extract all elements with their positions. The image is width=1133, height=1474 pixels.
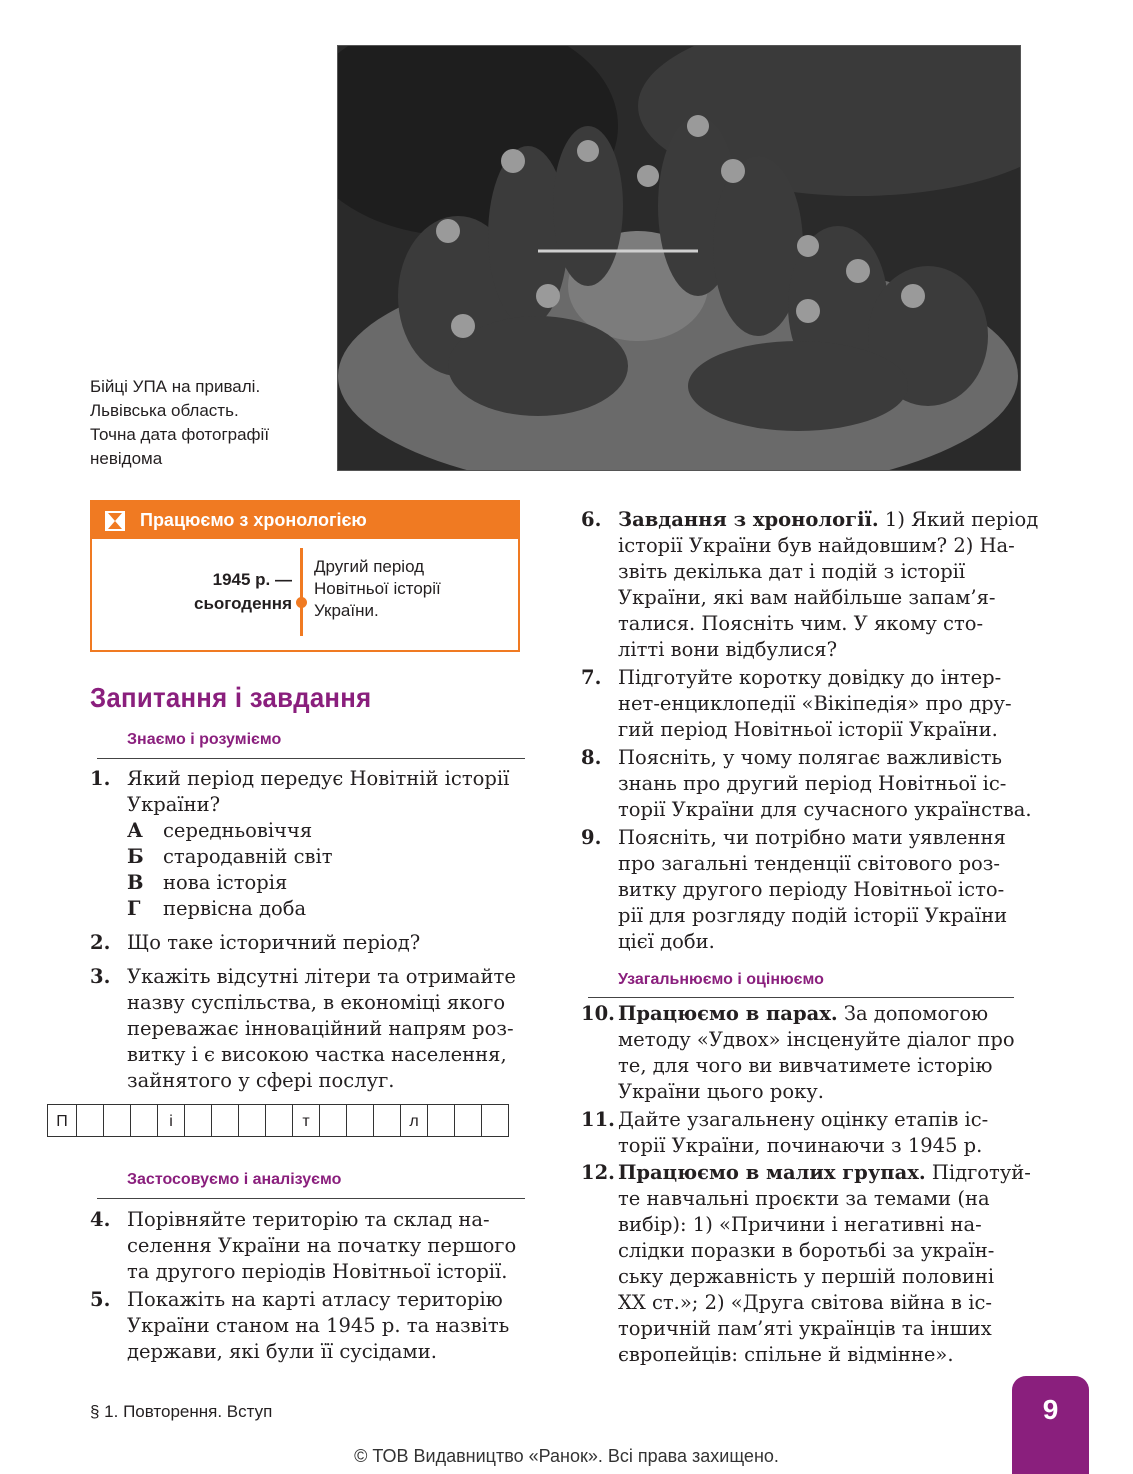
grid-cell[interactable] [428,1104,455,1137]
question-line: знань про другий період Новітньої іс- [618,772,1007,795]
questions-title: Запитання і завдання [90,682,372,713]
photo-caption [90,375,330,471]
question-line: методу «Удвох» інсценуйте діалог про [618,1028,1015,1051]
question-line: витку і є високою частка населення, [127,1043,507,1066]
date-line: сьогодення [193,594,292,613]
section-divider [588,997,1014,998]
section-divider [97,1198,525,1199]
question-line: назву суспільства, в економіці якого [127,991,506,1014]
question-number: 11. [581,1108,615,1131]
question-line: вибір): 1) «Причини і негативні на- [618,1213,982,1236]
chrono-text-line: Новітньої історії [314,579,441,598]
question-line: 1) Який період [878,508,1039,531]
question-line: України? [127,793,221,816]
question-number: 2. [90,931,111,954]
historical-photo [337,45,1021,471]
caption-line: Львівська область. [90,401,239,420]
grid-cell[interactable] [104,1104,131,1137]
question-line: літті вони відбулися? [618,638,838,661]
question-line: Поясніть, чи потрібно мати уявлення [618,826,1006,849]
question-line: Укажіть відсутні літери та отримайте [127,965,516,988]
question-line: те навчальні проєкти за темами (на [618,1187,990,1210]
question-line: Що таке історичний період? [127,931,421,954]
question-number: 5. [90,1288,111,1311]
grid-cell[interactable] [374,1104,401,1137]
question-number: 1. [90,767,111,790]
copyright: © ТОВ Видавництво «Ранок». Всі права захищено. [354,1446,779,1466]
question-line: гий період Новітньої історії України. [618,718,998,741]
date-line: 1945 р. — [212,570,292,589]
section-heading-apply: Застосовуємо і аналізуємо [127,1171,342,1188]
question-line: талися. Поясніть чим. У якому сто- [618,612,984,635]
question-line: торичній пам’яті українців та інших [618,1317,992,1340]
question-number: 4. [90,1208,111,1231]
question-number: 6. [581,508,602,531]
question-line: Дайте узагальнену оцінку етапів іс- [618,1108,989,1131]
question-line: звіть декілька дат і подій з історії [618,560,966,583]
chronology-title: Працюємо з хронологією [140,510,367,530]
grid-cell[interactable] [185,1104,212,1137]
question-line: селення України на початку першого [127,1234,517,1257]
question-line: цієї доби. [618,930,715,953]
section-heading-know: Знаємо і розуміємо [127,731,282,748]
option-letter: Б [127,845,144,868]
question-line: слідки поразки в боротьбі за україн- [618,1239,995,1262]
question-line: про загальні тенденції світового роз- [618,852,1001,875]
question-number: 9. [581,826,602,849]
footer-section: § 1. Повторення. Вступ [90,1402,273,1421]
grid-cell[interactable]: П [48,1104,77,1137]
timeline-line [300,548,303,636]
question-line: витку другого періоду Новітньої істо- [618,878,1005,901]
chronology-box [90,500,520,652]
question-line: нет-енциклопедії «Вікіпедія» про дру- [618,692,1012,715]
grid-cell[interactable]: л [401,1104,428,1137]
question-line: Поясніть, у чому полягає важливість [618,746,1003,769]
question-line: Підготуй- [925,1161,1031,1184]
question-line: та другого періодів Новітньої історії. [127,1260,508,1283]
chrono-text-line: України. [314,601,379,620]
question-line: Покажіть на карті атласу територію [127,1288,503,1311]
option-text: середньовіччя [163,819,313,842]
section-divider [97,758,525,759]
question-line: рії для розгляду подій історії України [618,904,1008,927]
question-line: України цього року. [618,1080,824,1103]
question-number: 8. [581,746,602,769]
question-number: 12. [581,1161,615,1184]
grid-cell[interactable] [212,1104,239,1137]
chrono-text-line: Другий період [314,557,425,576]
page-number: 9 [1042,1394,1059,1425]
question-line: Підготуйте коротку довідку до інтер- [618,666,1002,689]
question-line: переважає інноваційний напрям роз- [127,1017,514,1040]
grid-cell[interactable] [347,1104,374,1137]
question-bold-lead: Працюємо в парах. [618,1002,838,1025]
question-line: України, які вам найбільше запам’я- [618,586,996,609]
chronology-header [92,502,518,539]
grid-cell[interactable] [482,1104,509,1137]
grid-cell[interactable] [77,1104,104,1137]
grid-cell[interactable] [131,1104,158,1137]
letter-grid [47,1104,509,1137]
caption-line: Бійці УПА на привалі. [90,377,261,396]
section-heading-generalize: Узагальнюємо і оцінюємо [618,971,824,988]
question-number: 7. [581,666,602,689]
chronology-text [314,556,441,622]
question-line: України станом на 1945 р. та назвіть [127,1314,510,1337]
question-line: ську державність у першій половині [618,1265,995,1288]
grid-cell[interactable]: і [158,1104,185,1137]
question-line: те, для чого ви вивчатимете історію [618,1054,993,1077]
grid-cell[interactable]: т [293,1104,320,1137]
option-letter: Г [127,897,141,920]
grid-cell[interactable] [320,1104,347,1137]
question-line: зайнятого у сфері послуг. [127,1069,395,1092]
question-number: 10. [581,1002,615,1025]
question-bold-lead: Працюємо в малих групах. [618,1161,926,1184]
question-bold-lead: Завдання з хронології. [618,508,879,531]
grid-cell[interactable] [266,1104,293,1137]
grid-cell[interactable] [455,1104,482,1137]
question-line: торії України для сучасного українства. [618,798,1032,821]
option-letter: В [127,871,144,894]
question-line: європейців: спільне й відмінне». [618,1343,954,1366]
caption-line: невідома [90,449,163,468]
hourglass-icon [104,510,126,532]
timeline-dot [296,597,307,608]
question-line: За допомогою [837,1002,989,1025]
caption-line: Точна дата фотографії [90,425,270,444]
grid-cell[interactable] [239,1104,266,1137]
option-text: первісна доба [163,897,307,920]
question-line: історії України був найдовшим? 2) На- [618,534,1015,557]
question-line: XX ст.»; 2) «Друга світова війна в іс- [618,1291,992,1314]
option-letter: А [127,819,143,842]
option-text: стародавній світ [163,845,333,868]
question-line: Який період передує Новітній історії [127,767,510,790]
chronology-date [194,568,292,616]
question-line: Порівняйте територію та склад на- [127,1208,490,1231]
option-text: нова історія [163,871,288,894]
question-number: 3. [90,965,111,988]
question-line: торії України, починаючи з 1945 р. [618,1134,983,1157]
question-line: держави, які були її сусідами. [127,1340,437,1363]
